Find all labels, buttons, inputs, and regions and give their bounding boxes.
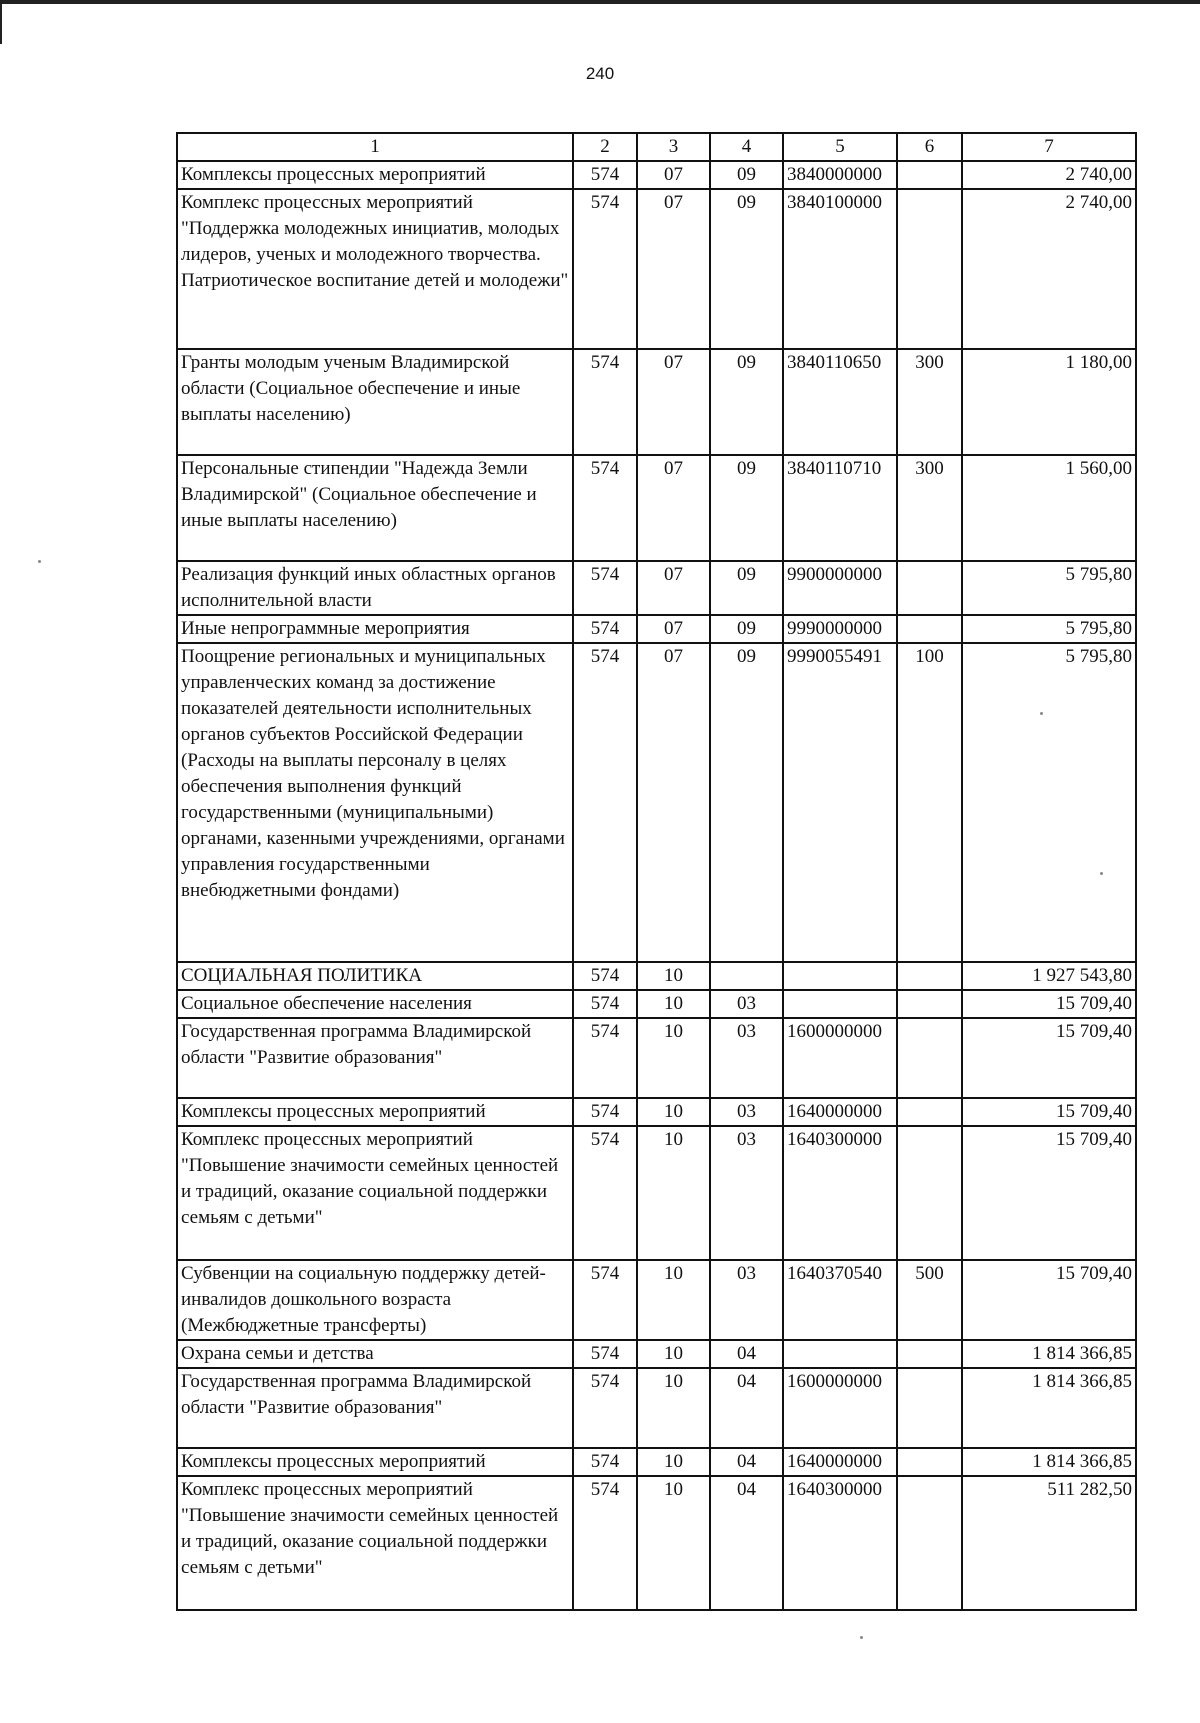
row-section-code: 10 (637, 1368, 710, 1448)
row-subsection-code: 09 (710, 189, 783, 349)
row-ministry-code: 574 (573, 455, 637, 561)
row-subsection-code: 09 (710, 643, 783, 962)
row-amount: 5 795,80 (962, 561, 1136, 615)
column-header: 4 (710, 133, 783, 161)
row-target-code: 3840110650 (783, 349, 897, 455)
table-row (177, 1260, 1136, 1340)
row-target-code: 1640000000 (783, 1098, 897, 1126)
row-ministry-code: 574 (573, 1340, 637, 1368)
row-expense-type (897, 189, 962, 349)
table-row (177, 990, 1136, 1018)
row-amount: 2 740,00 (962, 189, 1136, 349)
row-amount: 1 927 543,80 (962, 962, 1136, 990)
row-name: Социальное обеспечение населения (177, 990, 573, 1018)
row-expense-type (897, 1448, 962, 1476)
row-amount: 1 814 366,85 (962, 1340, 1136, 1368)
row-expense-type (897, 1098, 962, 1126)
table-header-row (177, 133, 1136, 161)
table-row (177, 962, 1136, 990)
table-row (177, 615, 1136, 643)
row-section-code: 10 (637, 1260, 710, 1340)
row-amount: 15 709,40 (962, 1126, 1136, 1260)
row-section-code: 07 (637, 561, 710, 615)
table-row (177, 189, 1136, 349)
row-target-code (783, 990, 897, 1018)
row-section-code: 10 (637, 990, 710, 1018)
row-subsection-code: 04 (710, 1368, 783, 1448)
row-target-code: 1600000000 (783, 1368, 897, 1448)
row-name: Государственная программа Владимирской области "Развитие образования" (177, 1018, 573, 1098)
row-section-code: 10 (637, 1476, 710, 1610)
row-ministry-code: 574 (573, 990, 637, 1018)
row-amount: 1 814 366,85 (962, 1448, 1136, 1476)
row-subsection-code: 03 (710, 1018, 783, 1098)
row-expense-type (897, 1476, 962, 1610)
row-expense-type: 300 (897, 455, 962, 561)
row-expense-type (897, 1126, 962, 1260)
row-amount: 15 709,40 (962, 1018, 1136, 1098)
row-amount: 2 740,00 (962, 161, 1136, 189)
row-section-code: 07 (637, 643, 710, 962)
row-section-code: 10 (637, 1448, 710, 1476)
row-target-code: 3840000000 (783, 161, 897, 189)
row-ministry-code: 574 (573, 1448, 637, 1476)
column-header: 7 (962, 133, 1136, 161)
row-ministry-code: 574 (573, 1018, 637, 1098)
table-row (177, 1098, 1136, 1126)
column-header: 2 (573, 133, 637, 161)
row-amount: 511 282,50 (962, 1476, 1136, 1610)
row-subsection-code (710, 962, 783, 990)
table-row (177, 1448, 1136, 1476)
table-row (177, 643, 1136, 962)
row-name: Поощрение региональных и муниципальных управленческих команд за достижение показателей деятельности исполнительных органов субъектов Российской Федерации (Расходы на выплаты персоналу в целях обеспечения выполнения функций государственными (муниципальными) органами, казенными учреждениями, органами управления государственными внебюджетными фондами) (177, 643, 573, 962)
row-subsection-code: 03 (710, 1098, 783, 1126)
row-expense-type (897, 615, 962, 643)
row-subsection-code: 09 (710, 455, 783, 561)
row-ministry-code: 574 (573, 643, 637, 962)
row-subsection-code: 03 (710, 990, 783, 1018)
row-subsection-code: 03 (710, 1126, 783, 1260)
row-name: Реализация функций иных областных органов исполнительной власти (177, 561, 573, 615)
row-expense-type: 500 (897, 1260, 962, 1340)
row-name: Комплексы процессных мероприятий (177, 1098, 573, 1126)
table-row (177, 455, 1136, 561)
row-section-code: 10 (637, 1098, 710, 1126)
row-ministry-code: 574 (573, 161, 637, 189)
row-section-code: 07 (637, 161, 710, 189)
row-target-code: 1640000000 (783, 1448, 897, 1476)
row-section-code: 10 (637, 1340, 710, 1368)
row-section-code: 07 (637, 615, 710, 643)
row-amount: 1 814 366,85 (962, 1368, 1136, 1448)
scan-speck (1100, 872, 1103, 875)
scan-top-border (0, 0, 1200, 4)
row-name: Охрана семьи и детства (177, 1340, 573, 1368)
row-ministry-code: 574 (573, 962, 637, 990)
row-name: Комплекс процессных мероприятий "Повышение значимости семейных ценностей и традиций, оказание социальной поддержки семьям с детьми" (177, 1476, 573, 1610)
page-number: 240 (585, 64, 615, 83)
scan-speck (38, 560, 41, 563)
row-name: Иные непрограммные мероприятия (177, 615, 573, 643)
row-ministry-code: 574 (573, 561, 637, 615)
row-subsection-code: 04 (710, 1476, 783, 1610)
row-section-code: 10 (637, 1018, 710, 1098)
row-amount: 15 709,40 (962, 990, 1136, 1018)
row-expense-type (897, 1340, 962, 1368)
scan-speck (1040, 712, 1043, 715)
row-name: Субвенции на социальную поддержку детей-инвалидов дошкольного возраста (Межбюджетные трансферты) (177, 1260, 573, 1340)
row-target-code: 9990000000 (783, 615, 897, 643)
column-header: 3 (637, 133, 710, 161)
column-header: 1 (177, 133, 573, 161)
row-amount: 5 795,80 (962, 615, 1136, 643)
table-row (177, 561, 1136, 615)
row-subsection-code: 09 (710, 615, 783, 643)
row-expense-type (897, 990, 962, 1018)
budget-table (176, 132, 1137, 1611)
table-row (177, 1476, 1136, 1610)
row-subsection-code: 04 (710, 1340, 783, 1368)
row-section-code: 07 (637, 189, 710, 349)
row-expense-type (897, 1018, 962, 1098)
row-name: Комплекс процессных мероприятий "Повышение значимости семейных ценностей и традиций, оказание социальной поддержки семьям с детьми" (177, 1126, 573, 1260)
row-amount: 5 795,80 (962, 643, 1136, 962)
row-expense-type (897, 1368, 962, 1448)
row-expense-type: 100 (897, 643, 962, 962)
row-target-code: 1640300000 (783, 1476, 897, 1610)
row-subsection-code: 09 (710, 161, 783, 189)
row-subsection-code: 09 (710, 349, 783, 455)
row-section-code: 07 (637, 455, 710, 561)
table-row (177, 1340, 1136, 1368)
row-expense-type (897, 962, 962, 990)
row-subsection-code: 09 (710, 561, 783, 615)
row-ministry-code: 574 (573, 349, 637, 455)
row-ministry-code: 574 (573, 189, 637, 349)
column-header: 5 (783, 133, 897, 161)
row-target-code: 1640370540 (783, 1260, 897, 1340)
row-ministry-code: 574 (573, 1368, 637, 1448)
row-expense-type: 300 (897, 349, 962, 455)
row-amount: 1 560,00 (962, 455, 1136, 561)
row-target-code: 3840100000 (783, 189, 897, 349)
table-row (177, 1018, 1136, 1098)
row-ministry-code: 574 (573, 1098, 637, 1126)
row-name: Комплексы процессных мероприятий (177, 161, 573, 189)
row-amount: 15 709,40 (962, 1260, 1136, 1340)
row-target-code: 1640300000 (783, 1126, 897, 1260)
table-row (177, 349, 1136, 455)
row-target-code: 1600000000 (783, 1018, 897, 1098)
row-target-code (783, 1340, 897, 1368)
row-amount: 15 709,40 (962, 1098, 1136, 1126)
scan-left-border (0, 0, 2, 44)
row-ministry-code: 574 (573, 1476, 637, 1610)
column-header: 6 (897, 133, 962, 161)
row-name: Комплекс процессных мероприятий "Поддержка молодежных инициатив, молодых лидеров, ученых и молодежного творчества. Патриотическое воспитание детей и молодежи" (177, 189, 573, 349)
row-name: Комплексы процессных мероприятий (177, 1448, 573, 1476)
row-target-code (783, 962, 897, 990)
row-subsection-code: 03 (710, 1260, 783, 1340)
row-expense-type (897, 161, 962, 189)
row-ministry-code: 574 (573, 1126, 637, 1260)
table-row (177, 1126, 1136, 1260)
row-subsection-code: 04 (710, 1448, 783, 1476)
table-row (177, 161, 1136, 189)
table-row (177, 1368, 1136, 1448)
row-name: Персональные стипендии "Надежда Земли Владимирской" (Социальное обеспечение и иные выплаты населению) (177, 455, 573, 561)
row-target-code: 3840110710 (783, 455, 897, 561)
row-section-code: 10 (637, 1126, 710, 1260)
row-name: Гранты молодым ученым Владимирской области (Социальное обеспечение и иные выплаты населению) (177, 349, 573, 455)
row-section-code: 10 (637, 962, 710, 990)
row-name: Государственная программа Владимирской области "Развитие образования" (177, 1368, 573, 1448)
row-ministry-code: 574 (573, 615, 637, 643)
row-section-code: 07 (637, 349, 710, 455)
row-target-code: 9990055491 (783, 643, 897, 962)
scan-speck (860, 1636, 863, 1639)
row-ministry-code: 574 (573, 1260, 637, 1340)
row-expense-type (897, 561, 962, 615)
row-target-code: 9900000000 (783, 561, 897, 615)
row-amount: 1 180,00 (962, 349, 1136, 455)
row-name: СОЦИАЛЬНАЯ ПОЛИТИКА (177, 962, 573, 990)
